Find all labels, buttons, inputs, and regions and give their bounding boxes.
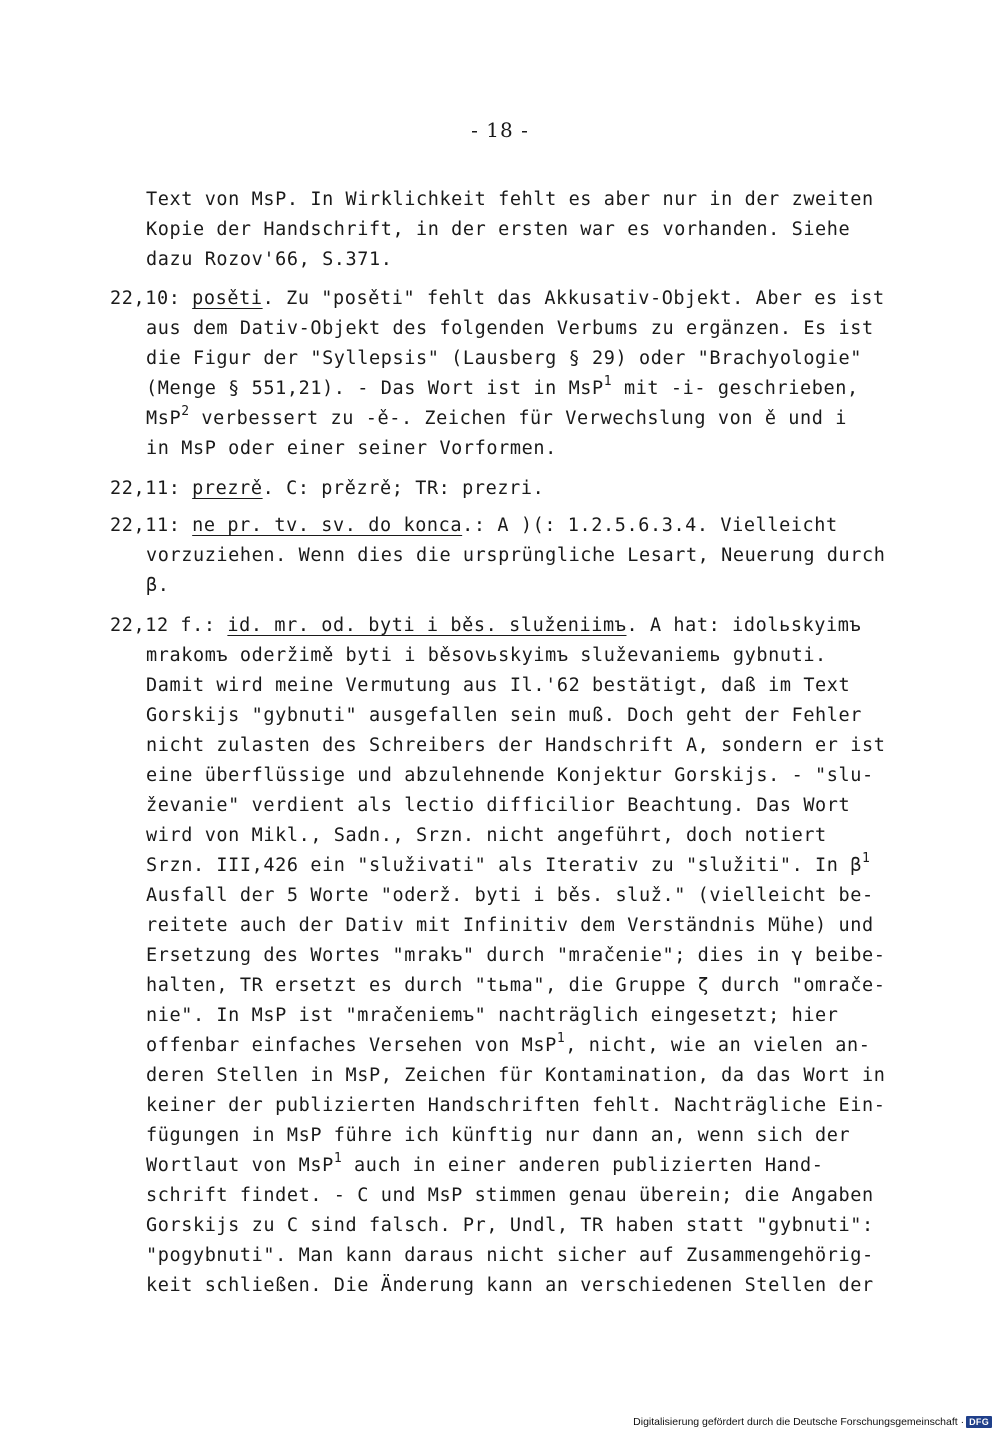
superscript: 1 <box>862 851 871 866</box>
text-line: schrift findet. - C und MsP stimmen genau überein; die Angaben <box>146 1185 874 1206</box>
entry-lemma: posěti <box>192 288 263 309</box>
text-line: mrakomъ oderžimě byti i běsovьskyimъ služevaniemь gybnuti. <box>146 645 827 666</box>
superscript: 1 <box>333 1151 343 1166</box>
entry-text: . A hat: idolьskyimъ <box>626 615 862 636</box>
entry-22-10-line <box>110 287 885 311</box>
text-line: wird von Mikl., Sadn., Srzn. nicht angeführt, doch notiert <box>146 825 827 846</box>
text-line: dazu Rozov'66, S.371. <box>146 249 393 270</box>
text-segment: verbessert zu -ě-. Zeichen für Verwechslung von ě und i <box>189 408 847 429</box>
text-line: Gorskijs zu C sind falsch. Pr, Undl, TR haben statt "gybnuti": <box>146 1215 874 1236</box>
text-segment: MsP <box>146 408 182 429</box>
text-line: nie". In MsP ist "mračeniemъ" nachträglich eingesetzt; hier <box>146 1005 839 1026</box>
entry-22-11-line <box>110 514 838 538</box>
text-line: nicht zulasten des Schreibers der Handschrift A, sondern er ist <box>146 735 886 756</box>
page-number: - 18 - <box>471 118 529 142</box>
entry-lemma: id. mr. od. byti i běs. služeniimъ <box>227 615 627 636</box>
entry-lemma: ne pr. tv. sv. do konca <box>192 515 463 536</box>
entry-number: 22,10: <box>110 288 193 309</box>
superscript: 2 <box>181 404 190 419</box>
text-line <box>146 374 859 401</box>
text-segment: (Menge § 551,21). - Das Wort ist in MsP <box>146 378 604 399</box>
superscript: 1 <box>556 1031 566 1046</box>
text-line: in MsP oder einer seiner Vorformen. <box>146 438 557 459</box>
text-line: Kopie der Handschrift, in der ersten war es vorhanden. Siehe <box>146 219 851 240</box>
text-line <box>146 1031 871 1058</box>
text-segment: offenbar einfaches Versehen von MsP <box>146 1035 557 1056</box>
footer-credit <box>633 1416 992 1428</box>
text-line: deren Stellen in MsP, Zeichen für Kontamination, da das Wort in <box>146 1065 886 1086</box>
text-line: Ausfall der 5 Worte "oderž. byti i běs. služ." (vielleicht be- <box>146 885 874 906</box>
text-line: ževanie" verdient als lectio difficilior Beachtung. Das Wort <box>146 795 851 816</box>
text-line: Gorskijs "gybnuti" ausgefallen sein muß. Doch geht der Fehler <box>146 705 863 726</box>
text-line: die Figur der "Syllepsis" (Lausberg § 29) oder "Brachyologie" <box>146 348 863 369</box>
superscript: 1 <box>603 374 613 389</box>
entry-number: 22,11: <box>110 478 193 499</box>
text-line: fügungen in MsP führe ich künftig nur dann an, wenn sich der <box>146 1125 851 1146</box>
entry-number: 22,12 f.: <box>110 615 228 636</box>
entry-22-11-line <box>110 477 544 501</box>
entry-text: . Zu "posěti" fehlt das Akkusativ-Objekt. Aber es ist <box>262 288 885 309</box>
text-segment: mit -i- geschrieben, <box>612 378 859 399</box>
text-line: eine überflüssige und abzulehnende Konjektur Gorskijs. - "slu- <box>146 765 874 786</box>
entry-number: 22,11: <box>110 515 193 536</box>
entry-text: .: A )(: 1.2.5.6.3.4. Vielleicht <box>462 515 838 536</box>
dfg-logo: DFG <box>966 1416 992 1428</box>
entry-22-12-line <box>110 614 861 638</box>
text-line: vorzuziehen. Wenn dies die ursprüngliche Lesart, Neuerung durch <box>146 545 886 566</box>
text-line <box>146 851 871 878</box>
text-segment: Srzn. III,426 ein "služivati" als Iterativ zu "služiti". In β <box>146 855 863 876</box>
entry-text: . C: prězrě; TR: prezri. <box>262 478 545 499</box>
entry-lemma: prezrě <box>192 478 263 499</box>
text-line: keiner der publizierten Handschriften fehlt. Nachträgliche Ein- <box>146 1095 886 1116</box>
text-line <box>146 1151 824 1178</box>
text-line: "pogybnuti". Man kann daraus nicht sicher auf Zusammengehörig- <box>146 1245 874 1266</box>
text-segment: auch in einer anderen publizierten Hand- <box>342 1155 824 1176</box>
text-line: halten, TR ersetzt es durch "tьma", die Gruppe ζ durch "omrače- <box>146 975 886 996</box>
text-line: keit schließen. Die Änderung kann an verschiedenen Stellen der <box>146 1275 874 1296</box>
text-line: β. <box>146 575 170 596</box>
text-line <box>146 404 847 431</box>
footer-text: Digitalisierung gefördert durch die Deutsche Forschungsgemeinschaft · <box>633 1416 965 1428</box>
text-line: Damit wird meine Vermutung aus Il.'62 bestätigt, daß im Text <box>146 675 851 696</box>
text-segment: , nicht, wie an vielen an- <box>565 1035 871 1056</box>
text-line: Text von MsP. In Wirklichkeit fehlt es aber nur in der zweiten <box>146 189 874 210</box>
text-segment: Wortlaut von MsP <box>146 1155 334 1176</box>
text-line: Ersetzung des Wortes "mrakъ" durch "mračenie"; dies in γ beibe- <box>146 945 886 966</box>
text-line: aus dem Dativ-Objekt des folgenden Verbums zu ergänzen. Es ist <box>146 318 874 339</box>
text-line: reitete auch der Dativ mit Infinitiv dem Verständnis Mühe) und <box>146 915 874 936</box>
